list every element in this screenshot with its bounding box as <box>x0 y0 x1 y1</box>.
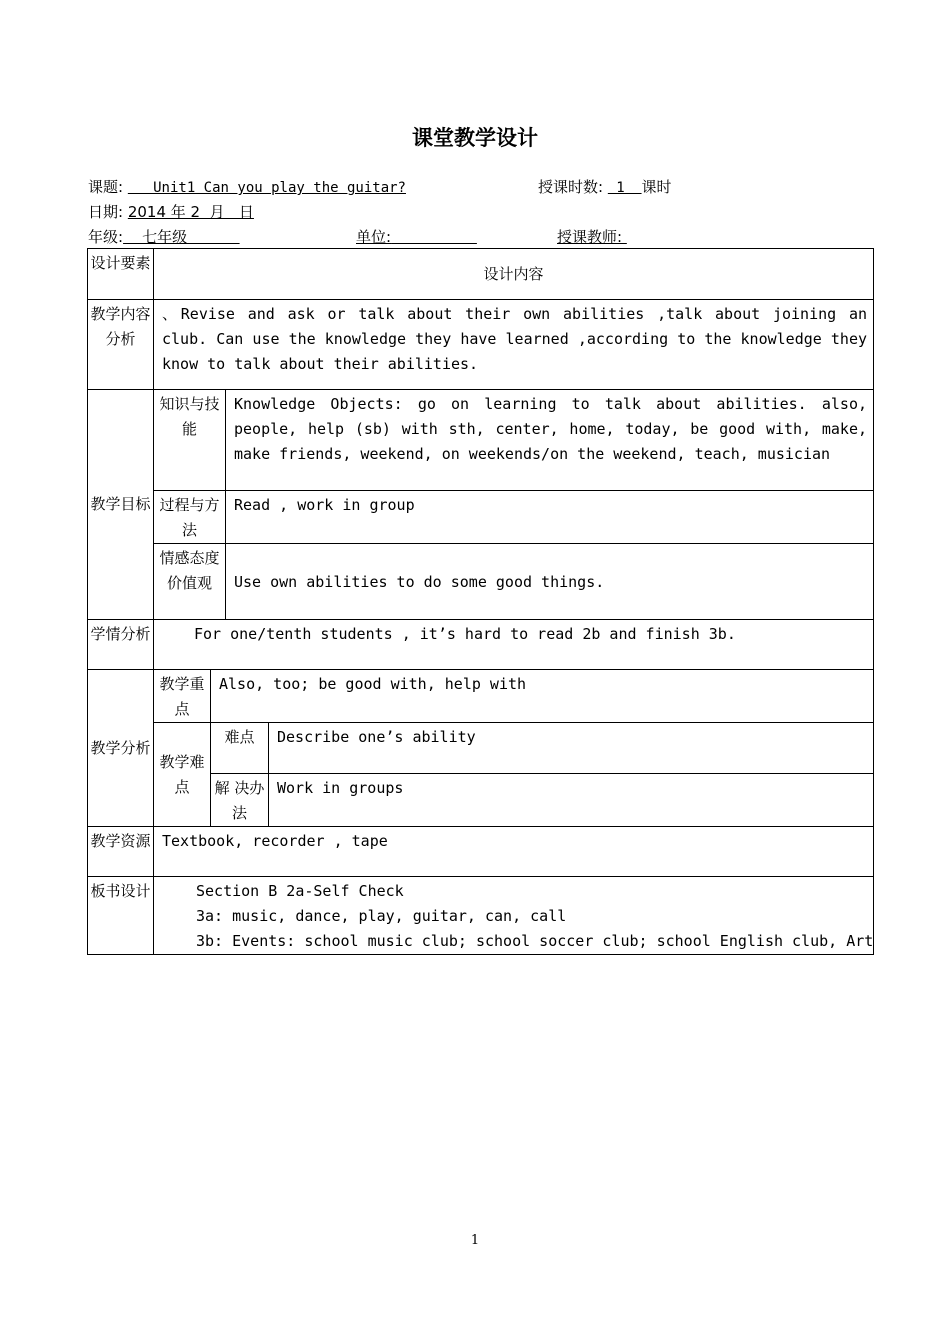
board-row <box>88 877 874 955</box>
table-header-row <box>88 249 874 300</box>
objective-knowledge-text: Knowledge Objects: go on learning to talk about abilities. also, people, help (sb) with sth, center, home, today, be good with, make, make friends, weekend, on weekends/on the weekend, teach, musician <box>226 390 874 491</box>
design-table <box>87 248 874 955</box>
teacher-label: 授课教师: <box>557 228 627 246</box>
objective-row-knowledge <box>88 390 874 491</box>
content-analysis-label: 教学内容分析 <box>88 300 154 390</box>
key-point-label: 教学重点 <box>154 670 211 723</box>
objective-emotion-text: Use own abilities to do some good things. <box>226 544 874 620</box>
difficulty-row <box>88 723 874 774</box>
board-line: 3a: music, dance, play, guitar, can, call <box>196 907 567 925</box>
unit-label: 单位: <box>356 228 392 246</box>
solution-label: 解 决办法 <box>211 774 269 827</box>
learner-analysis-label: 学情分析 <box>88 620 154 670</box>
topic-value: Unit1 Can you play the guitar? <box>127 180 406 196</box>
col2-header: 设计内容 <box>154 249 874 300</box>
unit-line <box>356 226 477 247</box>
resources-row <box>88 827 874 877</box>
grade-label: 年级: <box>88 228 124 246</box>
topic-line <box>88 176 406 197</box>
date-value: 2014 年 2 月 日 <box>127 203 254 221</box>
key-point-text: Also, too; be good with, help with <box>211 670 874 723</box>
page-title: 课堂教学设计 <box>412 126 538 150</box>
hours-line <box>538 176 672 197</box>
board-line: 3b: Events: school music club; school soccer club; school English club, Art <box>196 932 874 950</box>
objective-process-label: 过程与方法 <box>154 491 226 544</box>
hours-unit: 课时 <box>641 178 672 196</box>
objective-emotion-label: 情感态度价值观 <box>154 544 226 620</box>
resources-text: Textbook, recorder , tape <box>154 827 874 877</box>
learner-analysis-text: For one/tenth students , it’s hard to read 2b and finish 3b. <box>154 620 874 670</box>
objective-process-text: Read , work in group <box>226 491 874 544</box>
objective-knowledge-label: 知识与技能 <box>154 390 226 491</box>
objectives-label: 教学目标 <box>88 390 154 620</box>
solution-text: Work in groups <box>269 774 874 827</box>
hours-value: 1 <box>607 180 642 196</box>
board-label: 板书设计 <box>88 877 154 955</box>
objective-row-process <box>88 491 874 544</box>
difficulty-sub-label: 难点 <box>211 723 269 774</box>
key-point-row <box>88 670 874 723</box>
difficulty-label: 教学难点 <box>154 723 211 827</box>
content-analysis-text: 、Revise and ask or talk about their own abilities ,talk about joining an club. Can use the knowledge they have learned ,according to the knowledge they know to talk about their abilities. <box>154 300 874 390</box>
resources-label: 教学资源 <box>88 827 154 877</box>
difficulty-text: Describe one’s ability <box>269 723 874 774</box>
teacher-line <box>557 226 627 247</box>
content-analysis-row <box>88 300 874 390</box>
hours-label: 授课时数: <box>538 178 608 196</box>
learner-analysis-row <box>88 620 874 670</box>
date-label: 日期: <box>88 203 128 221</box>
board-content <box>154 877 874 955</box>
grade-line <box>88 226 240 247</box>
objective-row-emotion <box>88 544 874 620</box>
grade-value: 七年级 <box>123 228 240 246</box>
date-line <box>88 201 254 222</box>
board-line: Section B 2a-Self Check <box>196 882 404 900</box>
teaching-analysis-label: 教学分析 <box>88 670 154 827</box>
page-number: 1 <box>470 1233 480 1248</box>
topic-label: 课题: <box>88 178 128 196</box>
col1-header: 设计要素 <box>88 249 154 300</box>
